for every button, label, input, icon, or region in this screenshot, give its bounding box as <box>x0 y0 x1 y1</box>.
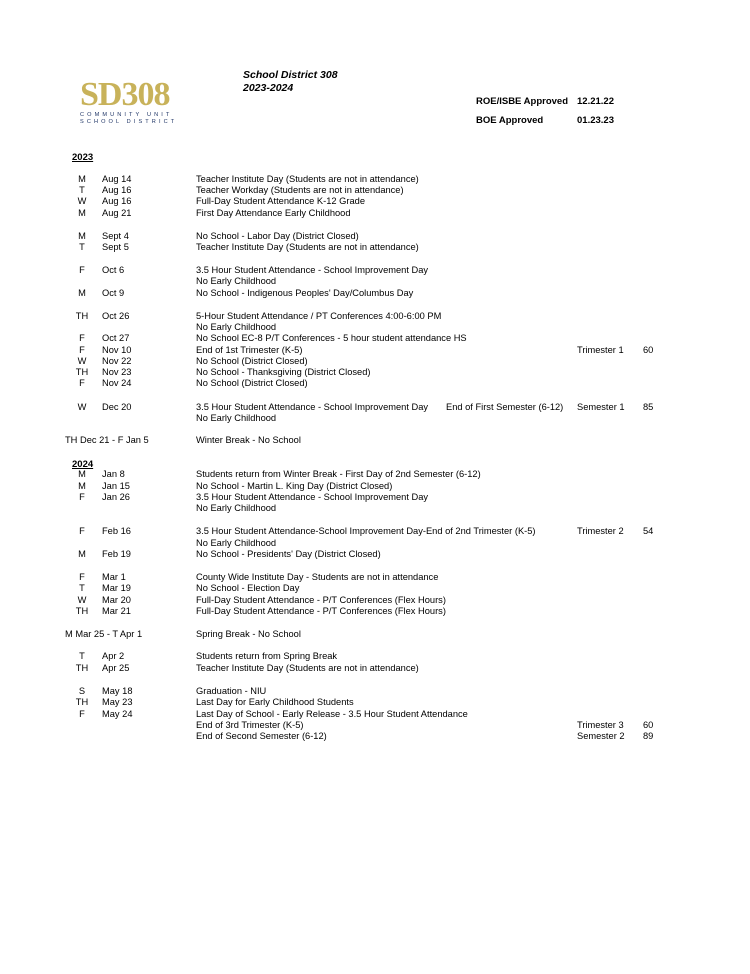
row-description: 3.5 Hour Student Attendance - School Improvement Day <box>196 265 429 275</box>
logo-mark <box>80 78 210 112</box>
row-date: Mar 20 <box>102 595 131 605</box>
row-date: Nov 10 <box>102 345 132 355</box>
row-description: 3.5 Hour Student Attendance-School Improvement Day-End of 2nd Trimester (K-5) <box>196 526 536 536</box>
row-description: No Early Childhood <box>196 276 277 286</box>
row-date: Apr 25 <box>102 663 130 673</box>
row-date: Aug 16 <box>102 185 132 195</box>
calendar-row <box>0 697 750 708</box>
calendar-row <box>0 731 750 742</box>
calendar-row <box>0 196 750 207</box>
row-day-count: 89 <box>643 731 654 741</box>
row-term: Semester 1 <box>577 402 625 412</box>
calendar-row <box>0 492 750 503</box>
row-date: Aug 21 <box>102 208 132 218</box>
calendar-row <box>0 526 750 537</box>
row-day: M <box>78 208 86 218</box>
logo-text: SD308 <box>80 76 170 113</box>
row-description: Last Day of School - Early Release - 3.5 Hour Student Attendance <box>196 709 468 719</box>
row-description: Graduation - NIU <box>196 686 267 696</box>
row-date-range: TH Dec 21 - F Jan 5 <box>65 435 149 445</box>
row-day: M <box>78 288 86 298</box>
row-description: Spring Break - No School <box>196 629 301 639</box>
row-day: T <box>79 185 85 195</box>
calendar-row <box>0 208 750 219</box>
row-day: M <box>78 481 86 491</box>
logo-subtitle-2: SCHOOL DISTRICT <box>80 119 178 125</box>
row-description: 3.5 Hour Student Attendance - School Improvement Day <box>196 402 429 412</box>
row-date: Mar 21 <box>102 606 131 616</box>
row-description: Teacher Workday (Students are not in attendance) <box>196 185 404 195</box>
logo-subtitle-1: COMMUNITY UNIT <box>80 112 173 118</box>
calendar-row <box>0 367 750 378</box>
calendar-row <box>0 276 750 287</box>
row-term: Trimester 1 <box>577 345 624 355</box>
row-description: Teacher Institute Day (Students are not in attendance) <box>196 663 419 673</box>
row-date: Apr 2 <box>102 651 125 661</box>
calendar-row <box>0 311 750 322</box>
calendar-row <box>0 481 750 492</box>
row-day: T <box>79 651 85 661</box>
year-heading-2024: 2024 <box>72 459 94 470</box>
row-day: M <box>78 174 86 184</box>
calendar-row <box>0 651 750 662</box>
calendar-row <box>0 345 750 356</box>
calendar-row <box>0 503 750 514</box>
calendar-row <box>0 469 750 480</box>
row-description: Students return from Spring Break <box>196 651 338 661</box>
row-description: End of 1st Trimester (K-5) <box>196 345 303 355</box>
row-description: Winter Break - No School <box>196 435 301 445</box>
row-day: F <box>79 378 85 388</box>
row-day-count: 60 <box>643 720 654 730</box>
row-date: Oct 9 <box>102 288 125 298</box>
calendar-row <box>0 595 750 606</box>
row-day: TH <box>75 606 89 616</box>
row-description: Teacher Institute Day (Students are not in attendance) <box>196 242 419 252</box>
row-description: End of 3rd Trimester (K-5) <box>196 720 304 730</box>
row-day: F <box>79 492 85 502</box>
row-description: No Early Childhood <box>196 538 277 548</box>
row-description: No School - Labor Day (District Closed) <box>196 231 359 241</box>
row-day: M <box>78 231 86 241</box>
calendar-row <box>0 242 750 253</box>
row-day: F <box>79 333 85 343</box>
calendar-row <box>0 265 750 276</box>
row-description: County Wide Institute Day - Students are not in attendance <box>196 572 439 582</box>
row-description: No School - Thanksgiving (District Closed) <box>196 367 371 377</box>
calendar-row <box>0 231 750 242</box>
calendar-row <box>0 402 750 413</box>
row-day: TH <box>75 311 89 321</box>
row-date: Sept 5 <box>102 242 129 252</box>
calendar-row <box>0 435 750 446</box>
row-day: M <box>78 469 86 479</box>
document-title <box>243 69 338 94</box>
row-date: Oct 27 <box>102 333 130 343</box>
row-description: Full-Day Student Attendance - P/T Conferences (Flex Hours) <box>196 606 446 616</box>
district-logo <box>80 78 210 128</box>
row-date: Aug 16 <box>102 196 132 206</box>
calendar-row <box>0 288 750 299</box>
boe-date: 01.23.23 <box>577 115 614 126</box>
roe-approval <box>476 96 614 107</box>
row-term: Trimester 3 <box>577 720 624 730</box>
row-description: Last Day for Early Childhood Students <box>196 697 354 707</box>
row-day: F <box>79 709 85 719</box>
calendar-row <box>0 413 750 424</box>
row-date: Dec 20 <box>102 402 132 412</box>
calendar-row <box>0 174 750 185</box>
row-description: No School EC-8 P/T Conferences - 5 hour student attendance HS <box>196 333 467 343</box>
row-description: 5-Hour Student Attendance / PT Conferences 4:00-6:00 PM <box>196 311 442 321</box>
row-description: No School (District Closed) <box>196 356 308 366</box>
roe-label: ROE/ISBE Approved <box>476 96 569 107</box>
calendar-row <box>0 538 750 549</box>
row-description: Teacher Institute Day (Students are not in attendance) <box>196 174 419 184</box>
calendar-row <box>0 333 750 344</box>
row-day: W <box>77 196 87 206</box>
row-day: TH <box>75 697 89 707</box>
row-date: Oct 26 <box>102 311 130 321</box>
calendar-row <box>0 572 750 583</box>
row-date: Nov 24 <box>102 378 132 388</box>
row-date: Sept 4 <box>102 231 129 241</box>
row-date: Feb 19 <box>102 549 131 559</box>
row-description: No Early Childhood <box>196 322 277 332</box>
row-description: Full-Day Student Attendance K-12 Grade <box>196 196 365 206</box>
row-date: Aug 14 <box>102 174 132 184</box>
calendar-row <box>0 378 750 389</box>
calendar-row <box>0 720 750 731</box>
row-day: T <box>79 242 85 252</box>
calendar-row <box>0 709 750 720</box>
row-description: Students return from Winter Break - First Day of 2nd Semester (6-12) <box>196 469 481 479</box>
calendar-row <box>0 185 750 196</box>
row-description: First Day Attendance Early Childhood <box>196 208 351 218</box>
row-description: No School - Presidents' Day (District Closed) <box>196 549 381 559</box>
roe-date: 12.21.22 <box>577 96 614 107</box>
row-day-count: 85 <box>643 402 654 412</box>
row-description: No Early Childhood <box>196 503 277 513</box>
row-description: Full-Day Student Attendance - P/T Conferences (Flex Hours) <box>196 595 446 605</box>
row-term: Trimester 2 <box>577 526 624 536</box>
row-date: Oct 6 <box>102 265 125 275</box>
row-date: Nov 23 <box>102 367 132 377</box>
row-day-count: 54 <box>643 526 654 536</box>
district-name: School District 308 <box>243 69 338 81</box>
row-day: W <box>77 402 87 412</box>
boe-label: BOE Approved <box>476 115 544 126</box>
row-date: May 23 <box>102 697 133 707</box>
calendar-row <box>0 663 750 674</box>
row-date: Feb 16 <box>102 526 131 536</box>
row-date: Nov 22 <box>102 356 132 366</box>
row-day: TH <box>75 663 89 673</box>
row-description: 3.5 Hour Student Attendance - School Improvement Day <box>196 492 429 502</box>
row-term: Semester 2 <box>577 731 625 741</box>
calendar-row <box>0 686 750 697</box>
row-day: T <box>79 583 85 593</box>
row-day: M <box>78 549 86 559</box>
calendar-row <box>0 322 750 333</box>
row-day: W <box>77 595 87 605</box>
boe-approval <box>476 115 614 126</box>
calendar-row <box>0 583 750 594</box>
school-year: 2023-2024 <box>243 81 294 94</box>
row-date: May 24 <box>102 709 133 719</box>
row-day: F <box>79 265 85 275</box>
row-date: Jan 15 <box>102 481 130 491</box>
row-date: Mar 1 <box>102 572 126 582</box>
calendar-row <box>0 356 750 367</box>
row-day: F <box>79 572 85 582</box>
row-description: No School - Martin L. King Day (District Closed) <box>196 481 393 491</box>
row-day-count: 60 <box>643 345 654 355</box>
row-day: S <box>78 686 86 696</box>
calendar-row <box>0 629 750 640</box>
year-heading-2023: 2023 <box>72 152 94 163</box>
row-date: May 18 <box>102 686 133 696</box>
row-description: End of Second Semester (6-12) <box>196 731 327 741</box>
row-date: Jan 8 <box>102 469 125 479</box>
calendar-row <box>0 606 750 617</box>
calendar-row <box>0 549 750 560</box>
row-date: Jan 26 <box>102 492 130 502</box>
row-description: No School - Indigenous Peoples' Day/Columbus Day <box>196 288 414 298</box>
row-description: No School - Election Day <box>196 583 300 593</box>
row-date: Mar 19 <box>102 583 131 593</box>
row-day: TH <box>75 367 89 377</box>
row-description: No School (District Closed) <box>196 378 308 388</box>
row-date-range: M Mar 25 - T Apr 1 <box>65 629 143 639</box>
row-note: End of First Semester (6-12) <box>446 402 564 412</box>
row-day: F <box>79 526 85 536</box>
row-day: W <box>77 356 87 366</box>
row-day: F <box>79 345 85 355</box>
row-description: No Early Childhood <box>196 413 277 423</box>
